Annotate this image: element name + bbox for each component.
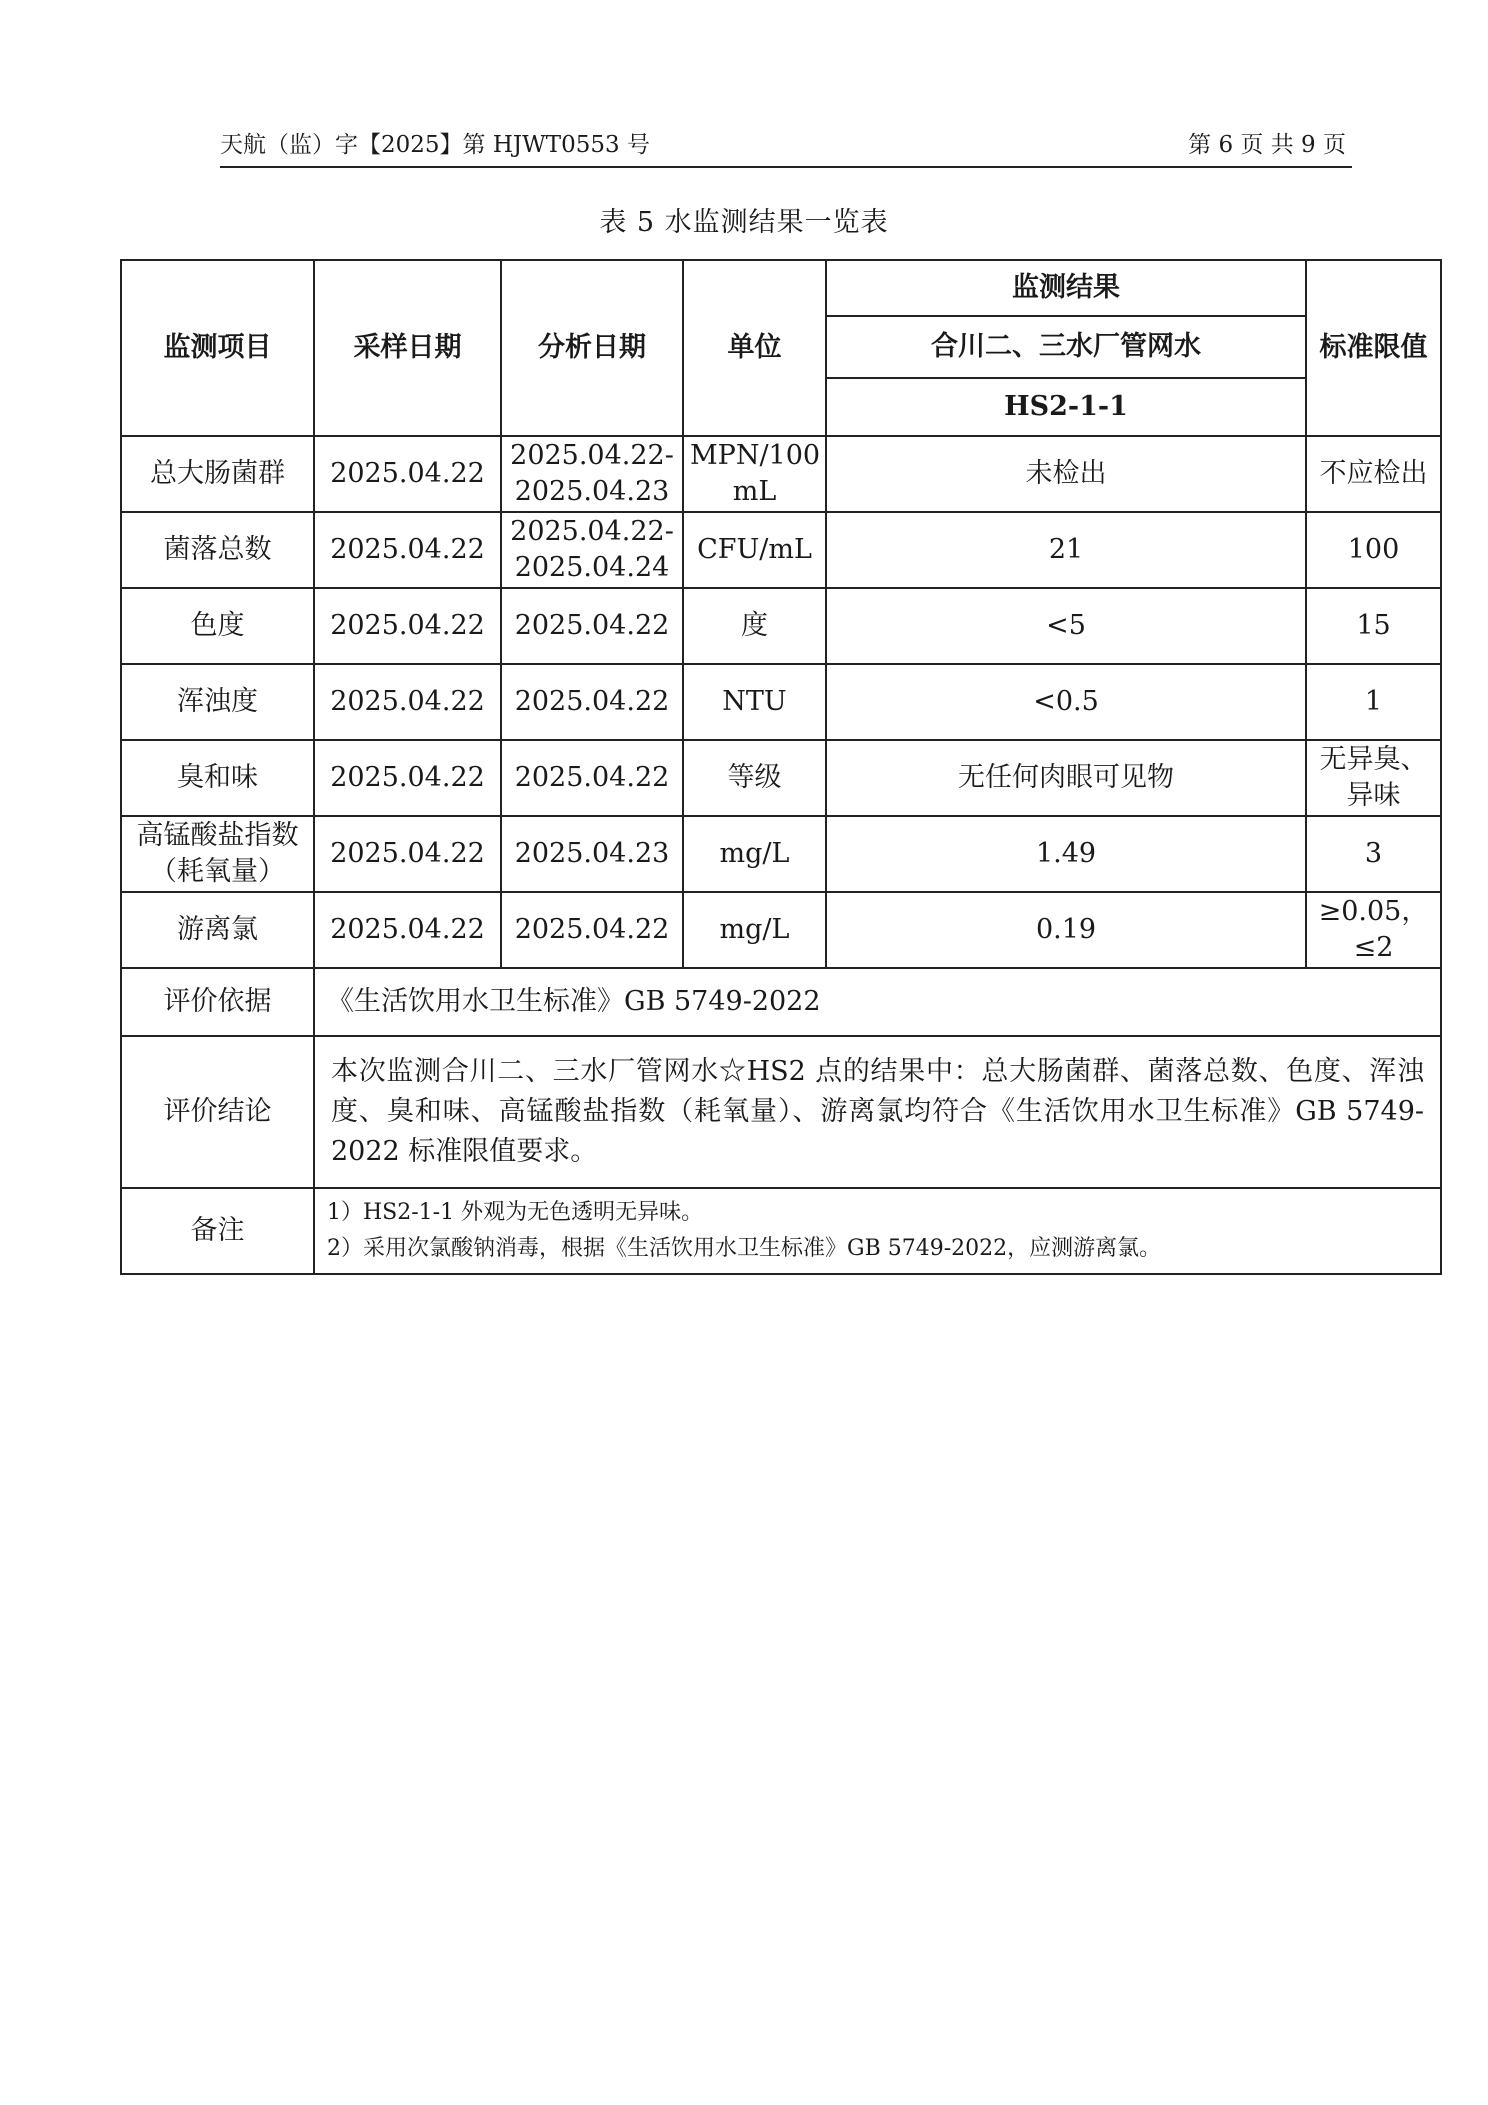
limit-cell: 不应检出 bbox=[1306, 436, 1441, 512]
notes-row bbox=[121, 1188, 1441, 1274]
evaluation-conclusion-text: 本次监测合川二、三水厂管网水☆HS2 点的结果中：总大肠菌群、菌落总数、色度、浑浊度、臭和味、高锰酸盐指数（耗氧量）、游离氯均符合《生活饮用水卫生标准》GB 5749-2022 标准限值要求。 bbox=[314, 1036, 1441, 1188]
item-cell: 总大肠菌群 bbox=[121, 436, 314, 512]
item-cell: 色度 bbox=[121, 588, 314, 664]
table-row bbox=[121, 816, 1441, 892]
unit-cell: mg/L bbox=[683, 816, 826, 892]
header-sampling-date: 采样日期 bbox=[314, 260, 501, 436]
analysis-date-cell: 2025.04.22 bbox=[501, 740, 683, 816]
note-item: 1）HS2-1-1 外观为无色透明无异味。 bbox=[327, 1200, 704, 1225]
header-sample-id: HS2-1-1 bbox=[826, 378, 1306, 436]
table-row bbox=[121, 892, 1441, 968]
unit-cell: NTU bbox=[683, 664, 826, 740]
header-limit: 标准限值 bbox=[1306, 260, 1441, 436]
sampling-date-cell: 2025.04.22 bbox=[314, 740, 501, 816]
note-item: 2）采用次氯酸钠消毒，根据《生活饮用水卫生标准》GB 5749-2022，应测游离氯。 bbox=[327, 1236, 1162, 1261]
item-cell: 浑浊度 bbox=[121, 664, 314, 740]
item-cell: 菌落总数 bbox=[121, 512, 314, 588]
result-cell: 1.49 bbox=[826, 816, 1306, 892]
unit-cell: CFU/mL bbox=[683, 512, 826, 588]
limit-cell: 无异臭、异味 bbox=[1306, 740, 1441, 816]
unit-cell: 度 bbox=[683, 588, 826, 664]
limit-cell: 3 bbox=[1306, 816, 1441, 892]
evaluation-conclusion-label: 评价结论 bbox=[121, 1036, 314, 1188]
item-cell: 臭和味 bbox=[121, 740, 314, 816]
result-cell: <0.5 bbox=[826, 664, 1306, 740]
evaluation-basis-label: 评价依据 bbox=[121, 968, 314, 1036]
sampling-date-cell: 2025.04.22 bbox=[314, 816, 501, 892]
table-row bbox=[121, 740, 1441, 816]
unit-cell: MPN/100 mL bbox=[683, 436, 826, 512]
header-result-group: 监测结果 bbox=[826, 260, 1306, 316]
result-cell: 0.19 bbox=[826, 892, 1306, 968]
result-cell: 无任何肉眼可见物 bbox=[826, 740, 1306, 816]
limit-cell: ≥0.05，≤2 bbox=[1306, 892, 1441, 968]
results-table bbox=[120, 259, 1442, 1275]
analysis-date-cell: 2025.04.22 bbox=[501, 588, 683, 664]
evaluation-basis-row bbox=[121, 968, 1441, 1036]
analysis-date-cell: 2025.04.22 bbox=[501, 892, 683, 968]
page-info: 第 6 页 共 9 页 bbox=[1188, 132, 1346, 158]
table-row bbox=[121, 436, 1441, 512]
page-header bbox=[220, 132, 1352, 168]
table-title: 表 5 水监测结果一览表 bbox=[599, 207, 889, 238]
evaluation-conclusion-row bbox=[121, 1036, 1441, 1188]
sampling-date-cell: 2025.04.22 bbox=[314, 892, 501, 968]
result-cell: 未检出 bbox=[826, 436, 1306, 512]
unit-cell: 等级 bbox=[683, 740, 826, 816]
header-site: 合川二、三水厂管网水 bbox=[826, 316, 1306, 378]
sampling-date-cell: 2025.04.22 bbox=[314, 436, 501, 512]
notes-content bbox=[314, 1188, 1441, 1274]
header-analysis-date: 分析日期 bbox=[501, 260, 683, 436]
doc-number: 天航（监）字【2025】第 HJWT0553 号 bbox=[220, 132, 650, 158]
header-item: 监测项目 bbox=[121, 260, 314, 436]
sampling-date-cell: 2025.04.22 bbox=[314, 664, 501, 740]
limit-cell: 15 bbox=[1306, 588, 1441, 664]
analysis-date-cell: 2025.04.22 bbox=[501, 664, 683, 740]
header-unit: 单位 bbox=[683, 260, 826, 436]
evaluation-basis-text: 《生活饮用水卫生标准》GB 5749-2022 bbox=[314, 968, 1441, 1036]
limit-cell: 100 bbox=[1306, 512, 1441, 588]
table-row bbox=[121, 664, 1441, 740]
result-cell: 21 bbox=[826, 512, 1306, 588]
analysis-date-cell: 2025.04.22-2025.04.23 bbox=[501, 436, 683, 512]
analysis-date-cell: 2025.04.22-2025.04.24 bbox=[501, 512, 683, 588]
item-cell: 高锰酸盐指数（耗氧量） bbox=[121, 816, 314, 892]
item-cell: 游离氯 bbox=[121, 892, 314, 968]
table-row bbox=[121, 512, 1441, 588]
notes-label: 备注 bbox=[121, 1188, 314, 1274]
unit-cell: mg/L bbox=[683, 892, 826, 968]
sampling-date-cell: 2025.04.22 bbox=[314, 588, 501, 664]
limit-cell: 1 bbox=[1306, 664, 1441, 740]
sampling-date-cell: 2025.04.22 bbox=[314, 512, 501, 588]
analysis-date-cell: 2025.04.23 bbox=[501, 816, 683, 892]
result-cell: <5 bbox=[826, 588, 1306, 664]
table-row bbox=[121, 588, 1441, 664]
